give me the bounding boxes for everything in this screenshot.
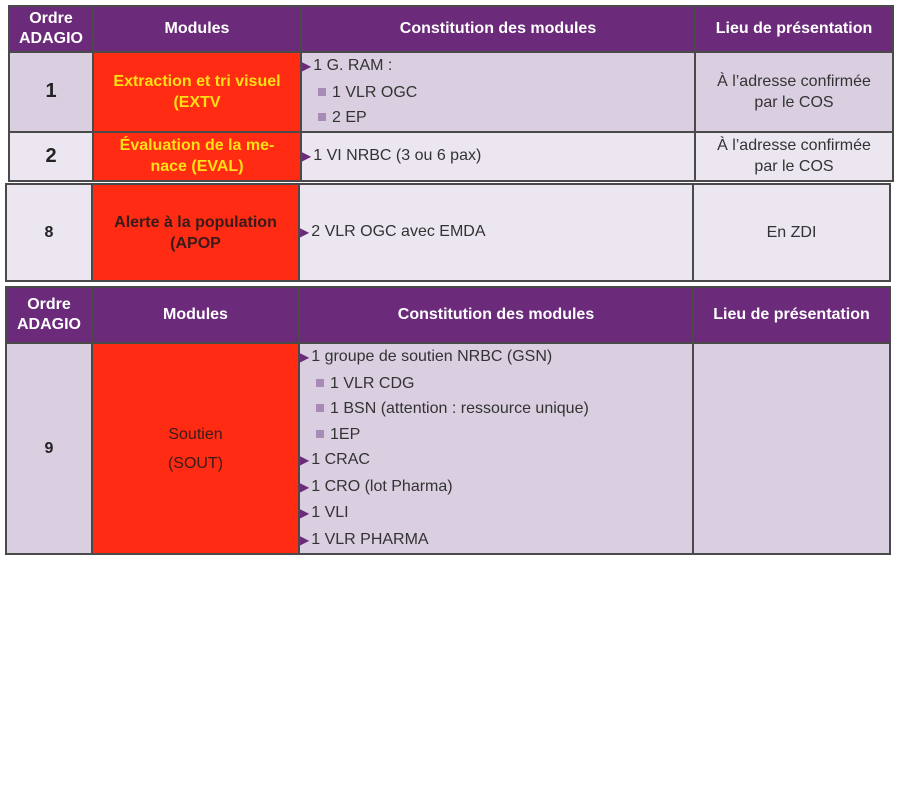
triangle-bullet-icon: ▶ <box>300 453 310 467</box>
triangle-bullet-icon: ▶ <box>300 350 310 364</box>
triangle-bullet-icon: ▶ <box>300 225 310 240</box>
module-cell: Alerte à la population (APOP <box>92 184 299 281</box>
constitution-cell: ▶ 2 VLR OGC avec EMDA <box>299 184 693 281</box>
header-lieu: Lieu de présentation <box>693 287 890 343</box>
table-row <box>6 184 890 281</box>
table-row <box>9 132 893 181</box>
triangle-bullet-icon: ▶ <box>300 532 310 547</box>
header-modules: Modules <box>93 6 301 52</box>
constitution-cell: ▶ 1 groupe de soutien NRBC (GSN) 1 VLR CDG 1 BSN (attention : ressource unique) 1EP ▶ 1 CRAC ▶ 1 CRO (lot Pharma) ▶ 1 VLI ▶ 1 VLR PHARMA <box>299 343 693 554</box>
square-bullet-icon <box>318 113 326 121</box>
lieu-cell: En ZDI <box>693 184 890 281</box>
header-constitution: Constitution des modules <box>299 287 693 343</box>
order-cell: 8 <box>6 184 92 281</box>
triangle-bullet-icon: ▶ <box>302 148 312 163</box>
lieu-cell: À l’adresse confirmée par le COS <box>695 52 893 132</box>
order-cell: 1 <box>9 52 93 132</box>
module-cell: Évaluation de la me- nace (EVAL) <box>93 132 301 181</box>
triangle-bullet-icon: ▶ <box>300 479 310 494</box>
table-header-row <box>6 287 890 343</box>
triangle-bullet-icon: ▶ <box>302 59 312 73</box>
order-cell: 2 <box>9 132 93 181</box>
constitution-cell: ▶ 1 VI NRBC (3 ou 6 pax) <box>301 132 695 181</box>
square-bullet-icon <box>316 379 324 387</box>
module-cell: Extraction et tri visuel (EXTV <box>93 52 301 132</box>
modules-table-top <box>8 5 894 182</box>
header-lieu: Lieu de présentation <box>695 6 893 52</box>
square-bullet-icon <box>316 404 324 412</box>
module-cell: Soutien (SOUT) <box>92 343 299 554</box>
header-constitution: Constitution des modules <box>301 6 695 52</box>
square-bullet-icon <box>318 88 326 96</box>
triangle-bullet-icon: ▶ <box>300 506 310 520</box>
constitution-cell: ▶ 1 G. RAM : 1 VLR OGC 2 EP <box>301 52 695 132</box>
header-modules: Modules <box>92 287 299 343</box>
table-header-row <box>9 6 893 52</box>
lieu-cell: À l’adresse confirmée par le COS <box>695 132 893 181</box>
square-bullet-icon <box>316 430 324 438</box>
table-row <box>6 343 890 554</box>
order-cell: 9 <box>6 343 92 554</box>
modules-table-middle <box>5 183 891 282</box>
lieu-cell <box>693 343 890 554</box>
modules-table-bottom <box>5 286 891 555</box>
table-row <box>9 52 893 132</box>
header-order: Ordre ADAGIO <box>9 6 93 52</box>
header-order: Ordre ADAGIO <box>6 287 92 343</box>
